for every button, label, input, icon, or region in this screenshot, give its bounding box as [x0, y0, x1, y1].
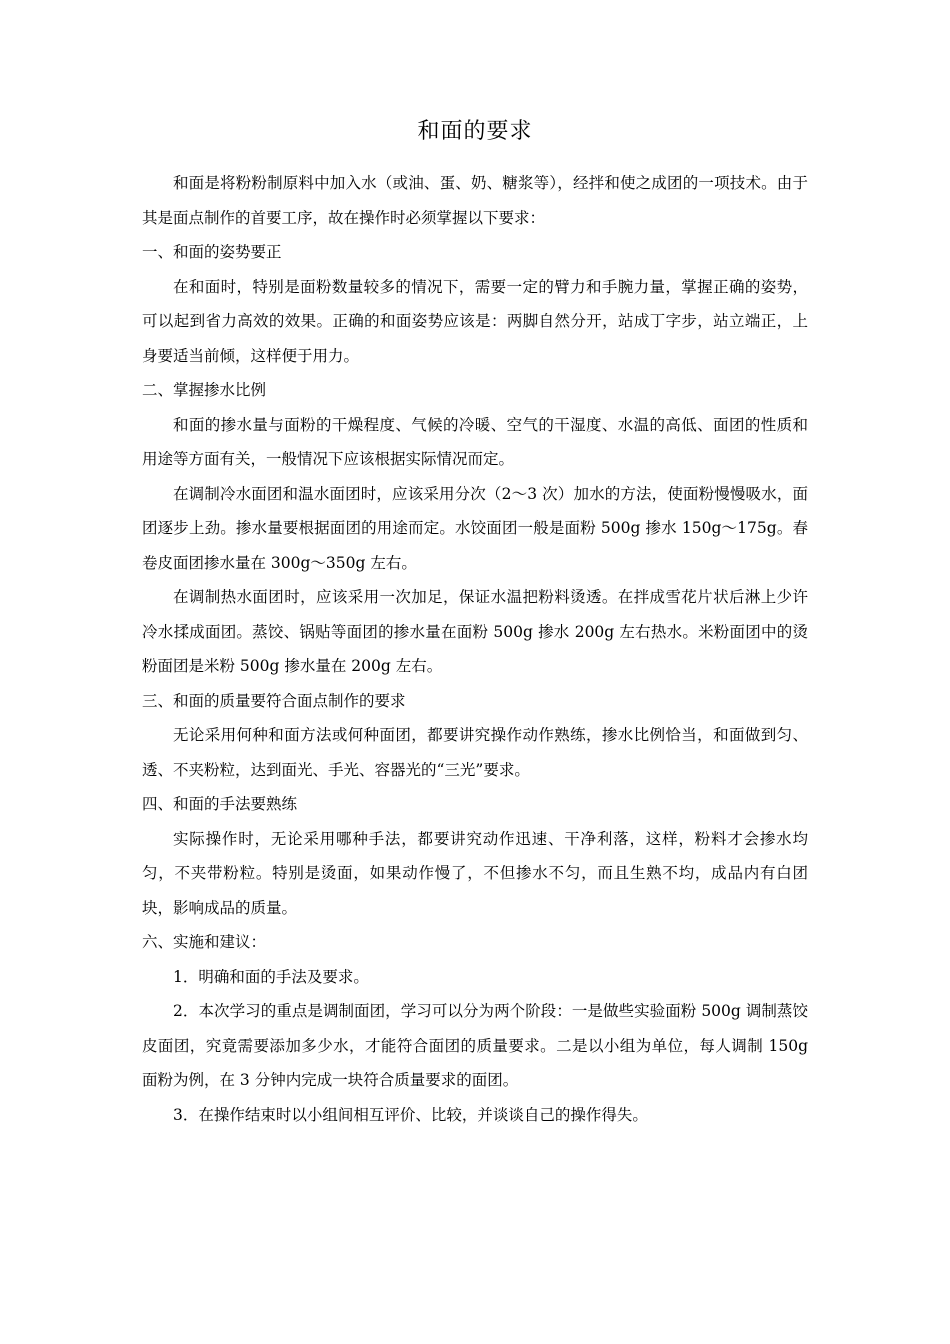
section-paragraph: 在和面时，特别是面粉数量较多的情况下，需要一定的臂力和手腕力量，掌握正确的姿势，可以起到省力高效的效果。正确的和面姿势应该是：两脚自然分开，站成丁字步，站立端正，上身要适当前倾，这样便于用力。 — [142, 277, 808, 365]
section-paragraph: 无论采用何种和面方法或何种面团，都要讲究操作动作熟练，掺水比例恰当，和面做到匀、透、不夹粉粒，达到面光、手光、容器光的“三光”要求。 — [142, 726, 808, 779]
section-heading: 一、和面的姿势要正 — [142, 243, 282, 261]
document-title: 和面的要求 — [417, 119, 533, 144]
list-item: 3．在操作结束时以小组间相互评价、比较，并谈谈自己的操作得失。 — [173, 1105, 648, 1124]
section-paragraph: 和面的掺水量与面粉的干燥程度、气候的冷暖、空气的干湿度、水温的高低、面团的性质和用途等方面有关，一般情况下应该根据实际情况而定。 — [142, 415, 808, 468]
section-paragraph: 在调制热水面团时，应该采用一次加足，保证水温把粉料烫透。在拌成雪花片状后淋上少许冷水揉成面团。蒸饺、锅贴等面团的掺水量在面粉 500g 掺水 200g 左右热水。米粉面团中的烫粉面团是米粉 500g 掺水量在 200g 左右。 — [142, 588, 808, 675]
section-water-ratio — [142, 373, 808, 684]
section-heading: 二、掌握掺水比例 — [142, 381, 267, 399]
section-heading: 三、和面的质量要符合面点制作的要求 — [142, 691, 406, 710]
section-quality — [142, 684, 808, 788]
section-posture — [142, 235, 808, 373]
list-item: 1．明确和面的手法及要求。 — [173, 967, 369, 986]
section-paragraph: 实际操作时，无论采用哪种手法，都要讲究动作迅速、干净利落，这样，粉料才会掺水均匀，不夹带粉粒。特别是烫面，如果动作慢了，不但掺水不匀，而且生熟不均，成品内有白团块，影响成品的质量。 — [142, 829, 808, 917]
section-implementation — [142, 925, 808, 1132]
document-page — [142, 112, 808, 1132]
list-item: 2．本次学习的重点是调制面团，学习可以分为两个阶段：一是做些实验面粉 500g 调制蒸饺皮面团，究竟需要添加多少水，才能符合面团的质量要求。二是以小组为单位，每人调制 150g 面粉为例，在 3 分钟内完成一块符合质量要求的面团。 — [142, 1002, 808, 1089]
section-technique — [142, 787, 808, 925]
section-paragraph: 在调制冷水面团和温水面团时，应该采用分次（2～3 次）加水的方法，使面粉慢慢吸水，面团逐步上劲。掺水量要根据面团的用途而定。水饺面团一般是面粉 500g 掺水 150g～175g。春卷皮面团掺水量在 300g～350g 左右。 — [142, 484, 808, 572]
section-heading: 四、和面的手法要熟练 — [142, 795, 298, 813]
section-heading: 六、实施和建议： — [142, 933, 267, 951]
intro-paragraph: 和面是将粉粉制原料中加入水（或油、蛋、奶、糖浆等），经拌和使之成团的一项技术。由于其是面点制作的首要工序，故在操作时必须掌握以下要求： — [142, 174, 808, 227]
